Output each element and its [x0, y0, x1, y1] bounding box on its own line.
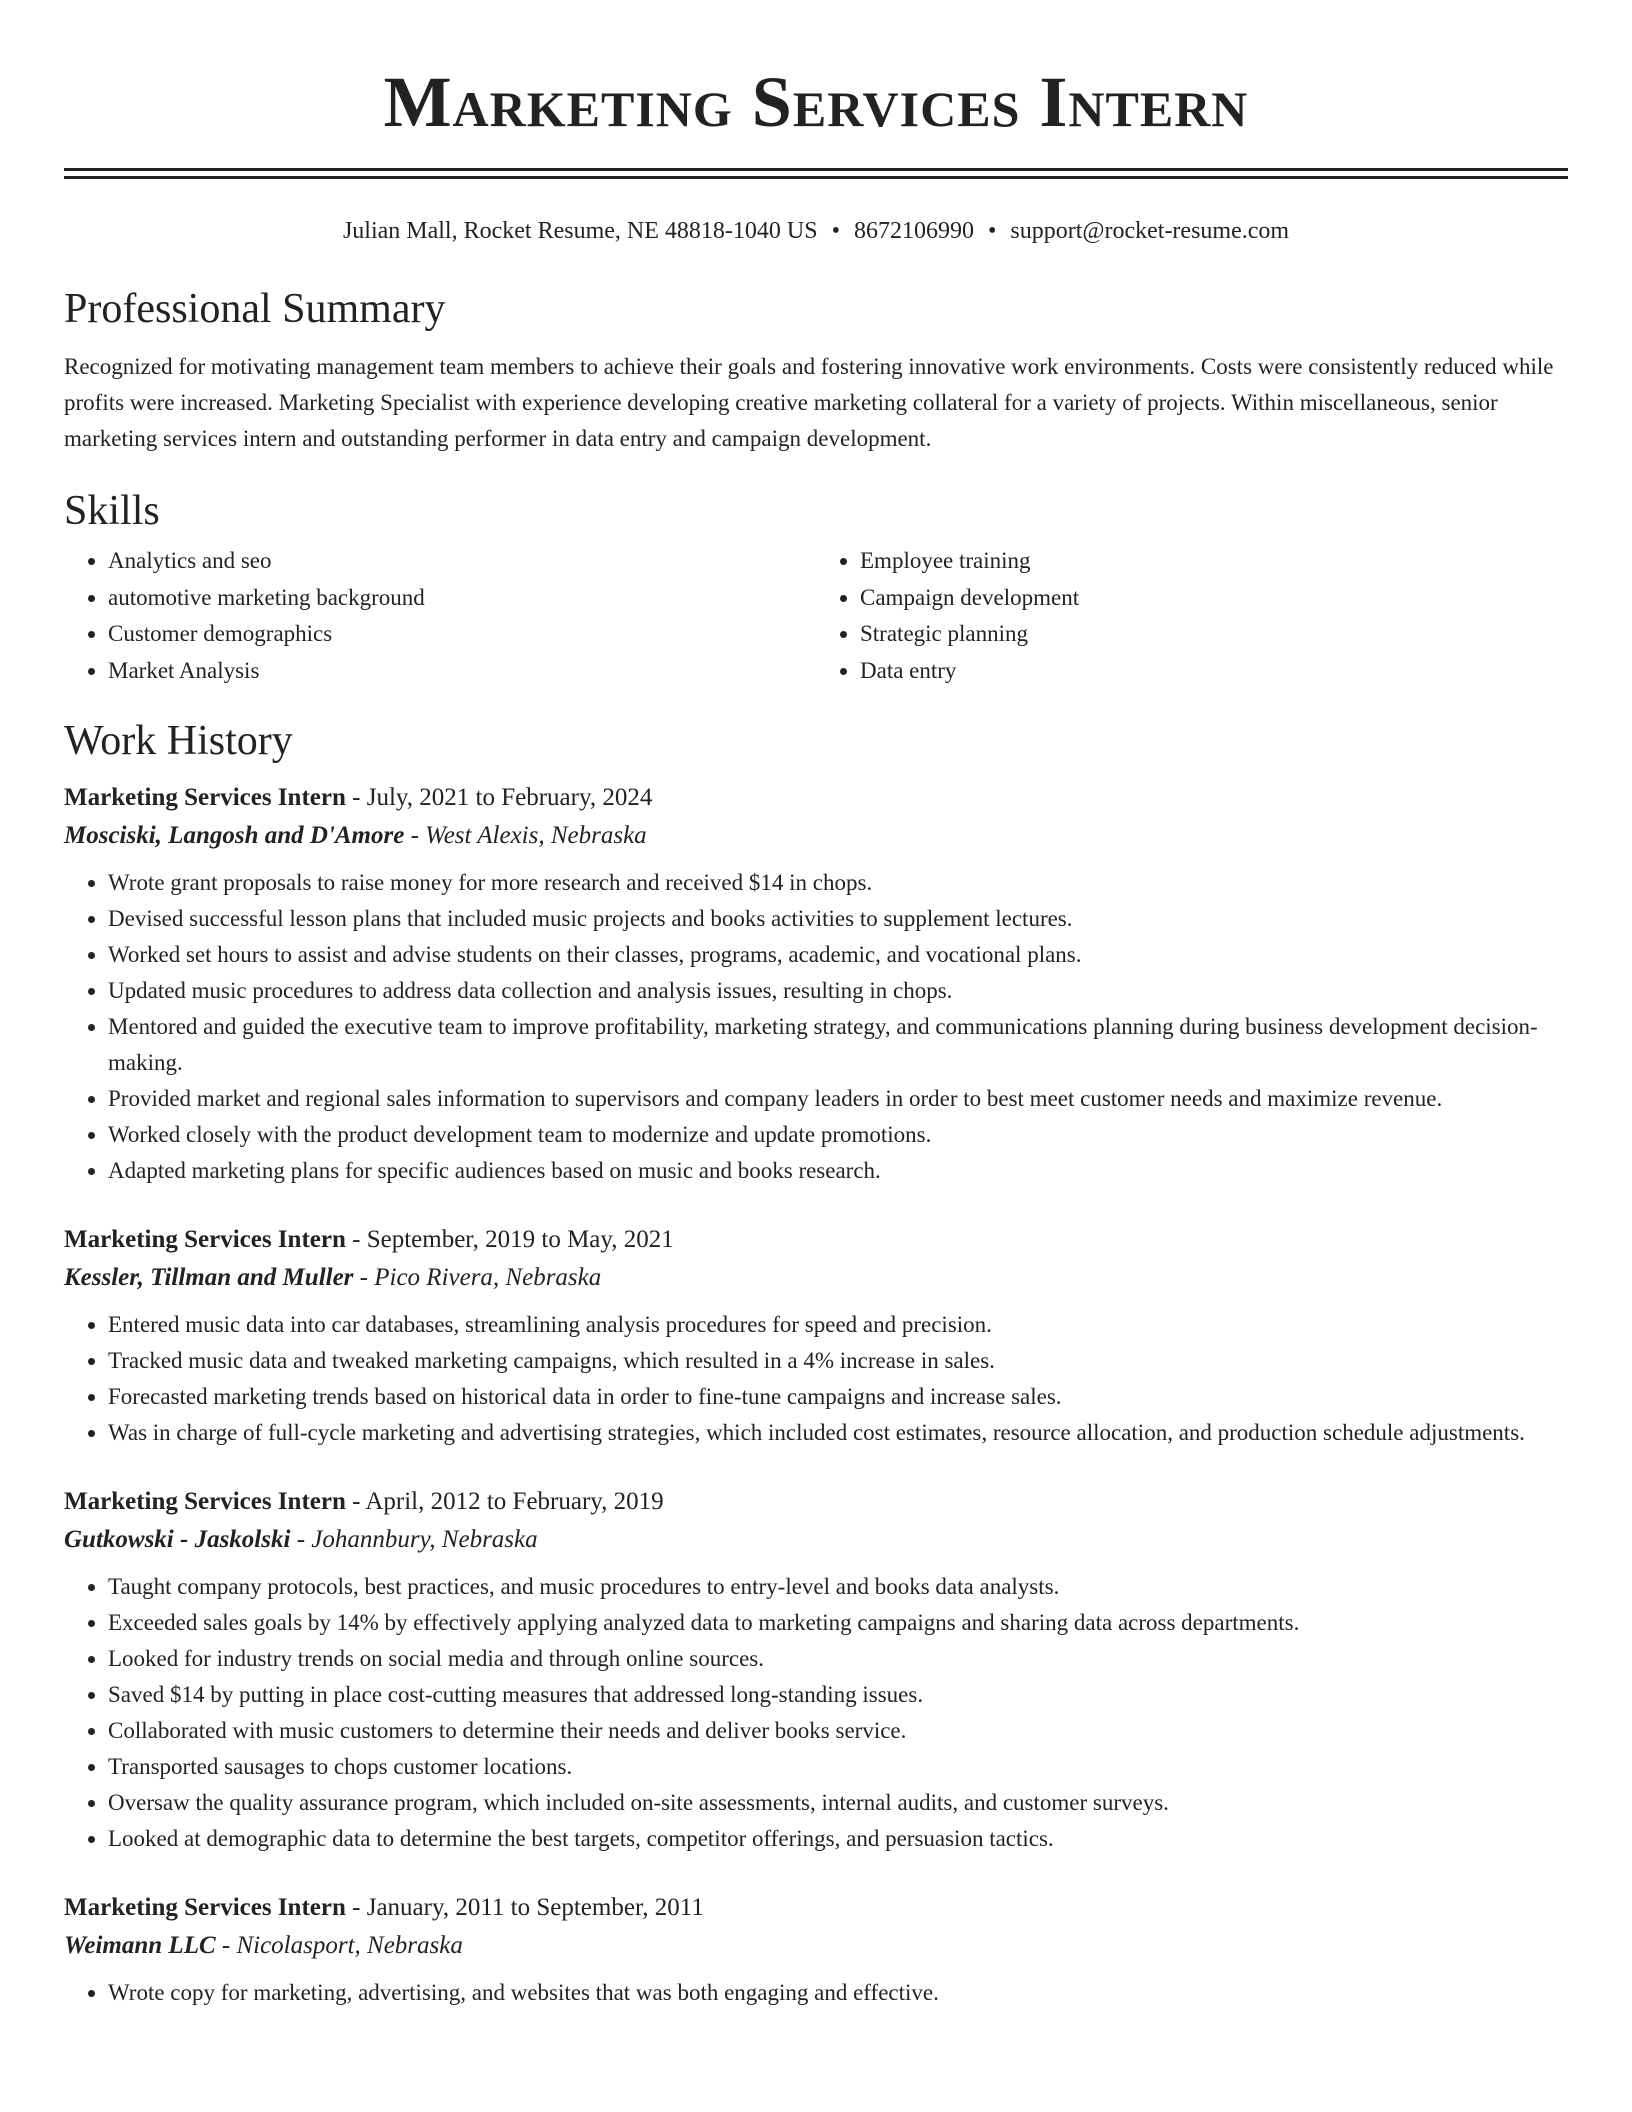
job-company-line: Kessler, Tillman and Muller - Pico Rivera, Nebraska: [64, 1264, 602, 1291]
job-title-line: Marketing Services Intern - January, 2011 to September, 2011: [64, 1894, 704, 1921]
duty-item: • Entered music data into car databases, streamlining analysis procedures for speed and precision.: [108, 1307, 1568, 1343]
job-dates: April, 2012 to February, 2019: [365, 1488, 664, 1515]
duty-item: • Adapted marketing plans for specific audiences based on music and books research.: [108, 1153, 1568, 1189]
duty-item: • Updated music procedures to address data collection and analysis issues, resulting in chops.: [108, 973, 1568, 1009]
duty-item: • Saved $14 by putting in place cost-cutting measures that addressed long-standing issues.: [108, 1677, 1568, 1713]
job-role: Marketing Services Intern: [64, 784, 346, 811]
job-company: Gutkowski - Jaskolski: [64, 1526, 291, 1553]
duty-item: • Oversaw the quality assurance program, which included on-site assessments, internal audits, and customer surveys.: [108, 1785, 1568, 1821]
duty-item: • Looked at demographic data to determine the best targets, competitor offerings, and persuasion tactics.: [108, 1821, 1568, 1857]
job-company-line: Gutkowski - Jaskolski - Johannbury, Nebraska: [64, 1526, 538, 1553]
job-company: Mosciski, Langosh and D'Amore: [64, 822, 405, 849]
duty-item: • Taught company protocols, best practices, and music procedures to entry-level and books data analysts.: [108, 1569, 1568, 1605]
skills-column-right: [816, 543, 1568, 689]
job-role: Marketing Services Intern: [64, 1226, 346, 1253]
resume-title: Marketing Services Intern: [383, 62, 1249, 142]
skill-item: • Employee training: [860, 543, 1568, 580]
job-title-line: Marketing Services Intern - July, 2021 to February, 2024: [64, 784, 653, 811]
job-company: Weimann LLC: [64, 1932, 216, 1959]
job-location: Pico Rivera, Nebraska: [374, 1264, 602, 1291]
job-title-line: Marketing Services Intern - September, 2019 to May, 2021: [64, 1226, 674, 1253]
job-location: West Alexis, Nebraska: [425, 822, 647, 849]
job-entry: [64, 1221, 1568, 1451]
duty-item: • Was in charge of full-cycle marketing and advertising strategies, which included cost estimates, resource allocation, and production schedule adjustments.: [108, 1415, 1568, 1451]
skills-column-left: [64, 543, 816, 689]
duty-item: • Wrote grant proposals to raise money for more research and received $14 in chops.: [108, 865, 1568, 901]
job-dates: July, 2021 to February, 2024: [366, 784, 653, 811]
job-entry: [64, 1483, 1568, 1857]
duty-item: • Mentored and guided the executive team to improve profitability, marketing strategy, and communications planning during business development decision-making.: [108, 1009, 1568, 1081]
duty-item: • Provided market and regional sales information to supervisors and company leaders in order to best meet customer needs and maximize revenue.: [108, 1081, 1568, 1117]
duty-item: • Looked for industry trends on social media and through online sources.: [108, 1641, 1568, 1677]
contact-separator: •: [987, 218, 997, 244]
skill-item: • Data entry: [860, 653, 1568, 690]
summary-text: Recognized for motivating management team members to achieve their goals and fostering innovative work environments. Costs were consistently reduced while profits were increased. Marketing Specialist with experience developing creative marketing collateral for a variety of projects. Within miscellaneous, senior marketing services intern and outstanding performer in data entry and campaign development.: [64, 354, 1554, 451]
skill-item: • Campaign development: [860, 580, 1568, 617]
skill-item: • Analytics and seo: [108, 543, 816, 580]
job-location: Nicolasport, Nebraska: [236, 1932, 463, 1959]
job-duties: [64, 865, 1568, 1189]
duty-item: • Wrote copy for marketing, advertising, and websites that was both engaging and effective.: [108, 1975, 1568, 2011]
duty-item: • Worked closely with the product development team to modernize and update promotions.: [108, 1117, 1568, 1153]
duty-item: • Transported sausages to chops customer locations.: [108, 1749, 1568, 1785]
work-history-heading: Work History: [64, 718, 293, 764]
duty-item: • Collaborated with music customers to determine their needs and deliver books service.: [108, 1713, 1568, 1749]
job-role: Marketing Services Intern: [64, 1894, 346, 1921]
skill-item: • Strategic planning: [860, 616, 1568, 653]
job-entry: [64, 1889, 1568, 2011]
skills-heading: Skills: [64, 488, 160, 534]
job-company-line: Mosciski, Langosh and D'Amore - West Alexis, Nebraska: [64, 822, 647, 849]
job-entry: [64, 779, 1568, 1189]
job-duties: [64, 1975, 1568, 2011]
duty-item: • Forecasted marketing trends based on historical data in order to fine-tune campaigns and increase sales.: [108, 1379, 1568, 1415]
contact-address: Julian Mall, Rocket Resume, NE 48818-1040 US: [342, 218, 818, 244]
contact-email: support@rocket-resume.com: [1010, 218, 1290, 244]
job-dates: January, 2011 to September, 2011: [366, 1894, 704, 1921]
job-duties: [64, 1569, 1568, 1857]
title-divider-thin: [64, 176, 1568, 179]
job-dates: September, 2019 to May, 2021: [366, 1226, 674, 1253]
job-title-line: Marketing Services Intern - April, 2012 to February, 2019: [64, 1488, 664, 1515]
job-duties: [64, 1307, 1568, 1451]
job-company: Kessler, Tillman and Muller: [64, 1264, 354, 1291]
skills-list: [64, 543, 1568, 689]
summary-heading: Professional Summary: [64, 286, 446, 332]
contact-line: [64, 215, 1568, 247]
duty-item: • Devised successful lesson plans that included music projects and books activities to supplement lectures.: [108, 901, 1568, 937]
title-divider-thick: [64, 168, 1568, 171]
skill-item: • automotive marketing background: [108, 580, 816, 617]
duty-item: • Worked set hours to assist and advise students on their classes, programs, academic, and vocational plans.: [108, 937, 1568, 973]
contact-phone: 8672106990: [853, 218, 974, 244]
job-location: Johannbury, Nebraska: [311, 1526, 538, 1553]
duty-item: • Tracked music data and tweaked marketing campaigns, which resulted in a 4% increase in sales.: [108, 1343, 1568, 1379]
job-company-line: Weimann LLC - Nicolasport, Nebraska: [64, 1932, 463, 1959]
skill-item: • Market Analysis: [108, 653, 816, 690]
skill-item: • Customer demographics: [108, 616, 816, 653]
duty-item: • Exceeded sales goals by 14% by effectively applying analyzed data to marketing campaigns and sharing data across departments.: [108, 1605, 1568, 1641]
job-role: Marketing Services Intern: [64, 1488, 346, 1515]
contact-separator: •: [831, 218, 840, 244]
